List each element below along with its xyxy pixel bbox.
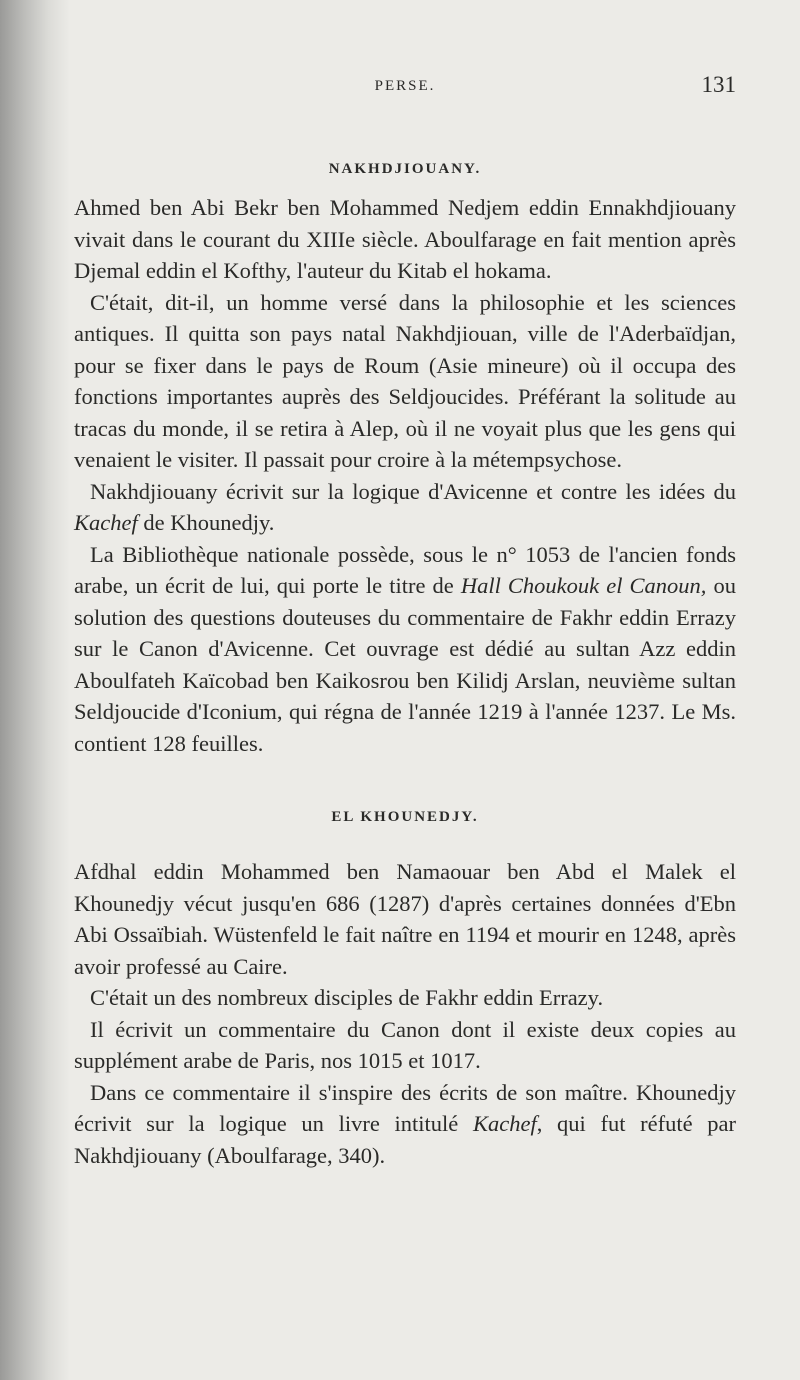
italic-title: Hall Choukouk el Canoun,	[460, 573, 707, 598]
italic-title: Kachef	[74, 510, 138, 535]
text-run: Dans ce commentaire il s'inspire des écrits de son maître. Khounedjy écrivit sur la logique un livre intitulé	[74, 1079, 736, 1136]
text-run: , qui fut réfuté par Nakhdjiouany (Aboulfarage, 340).	[74, 1111, 737, 1168]
text-run: ou solution des questions douteuses du commentaire de Fakhr eddin Errazy sur le Canon d'Avicenne. Cet ouvrage est dédié au sultan Azz eddin Aboulfateh Kaïcobad ben Kaikosrou ben Kilidj Arslan, neuvième sultan Seldjoucide d'Iconium, qui régna de l'année 1219 à l'année 1237. Le Ms. contient 128 feuilles.	[74, 573, 736, 756]
paragraph	[74, 476, 736, 539]
section-heading-el-khounedjy: EL KHOUNEDJY.	[331, 809, 479, 825]
book-spine-shadow	[0, 0, 70, 1380]
running-title: PERSE.	[374, 78, 436, 94]
paragraph: Afdhal eddin Mohammed ben Namaouar ben Abd el Malek el Khounedjy vécut jusqu'en 686 (1287) d'après certaines données d'Ebn Abi Ossaïbiah. Wüstenfeld le fait naître en 1194 et mourir en 1248, après avoir professé au Caire.	[74, 859, 736, 979]
paragraph: C'était, dit-il, un homme versé dans la philosophie et les sciences antiques. Il quitta son pays natal Nakhdjiouan, ville de l'Aderbaïdjan, pour se fixer dans le pays de Roum (Asie mineure) où il occupa des fonctions importantes auprès des Seldjoucides. Préférant la solitude au tracas du monde, il se retira à Alep, où il ne voyait plus que les gens qui venaient le visiter. Il passait pour croire à la métempsychose.	[74, 289, 736, 472]
paragraph	[74, 1077, 736, 1172]
paragraph: C'était un des nombreux disciples de Fakhr eddin Errazy.	[90, 985, 604, 1010]
text-run: de Khounedjy.	[137, 510, 275, 535]
page-number: 131	[701, 72, 736, 97]
section-heading-nakhdjiouany: NAKHDJIOUANY.	[328, 161, 482, 177]
paragraph: Il écrivit un commentaire du Canon dont il existe deux copies au supplément arabe de Paris, nos 1015 et 1017.	[74, 1016, 736, 1073]
italic-title: Kachef	[472, 1111, 537, 1136]
page-header	[74, 68, 736, 108]
book-page	[74, 68, 736, 1171]
paragraph: Ahmed ben Abi Bekr ben Mohammed Nedjem eddin Ennakhdjiouany vivait dans le courant du XIIIe siècle. Aboulfarage en fait mention après Djemal eddin el Kofthy, l'auteur du Kitab el hokama.	[74, 195, 736, 283]
text-run: La Bibliothèque nationale possède, sous le n° 1053 de l'ancien fonds arabe, un écrit de lui, qui porte le titre de	[74, 541, 736, 598]
text-run: Nakhdjiouany écrivit sur la logique d'Avicenne et contre les idées du	[90, 478, 736, 504]
paragraph	[74, 539, 736, 760]
